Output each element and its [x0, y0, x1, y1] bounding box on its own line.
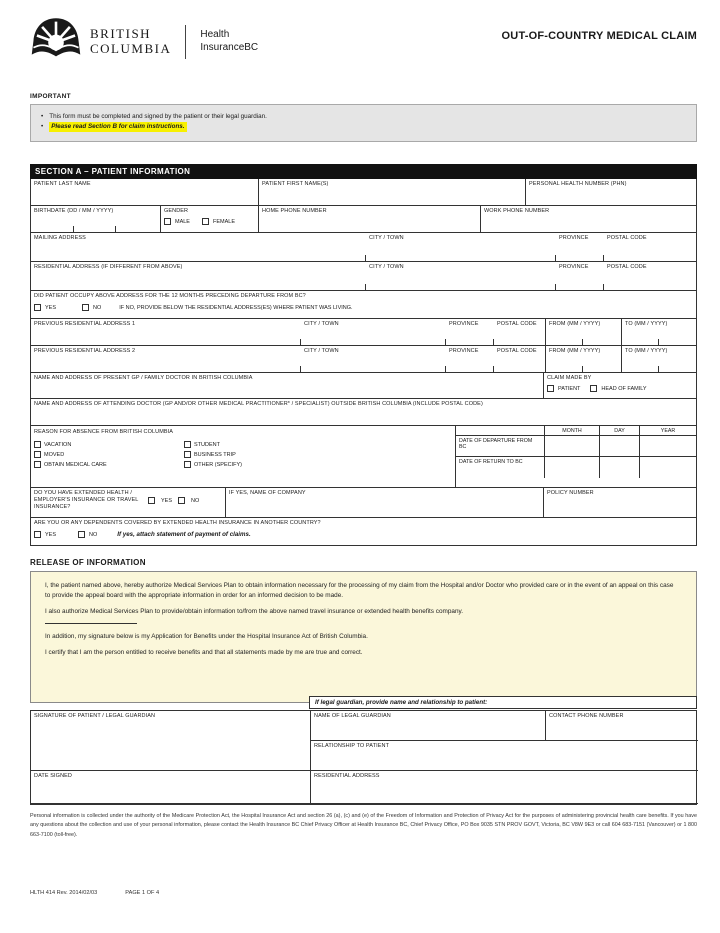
checkbox-label: BUSINESS TRIP	[194, 451, 236, 458]
section-a-header: SECTION A – PATIENT INFORMATION	[30, 164, 697, 179]
checkbox-obtain-medical-care[interactable]	[34, 461, 41, 468]
important-bullet-2	[41, 122, 686, 132]
row-other-country	[31, 518, 696, 545]
field-label: CLAIM MADE BY	[547, 375, 592, 382]
field-guardian-address[interactable]	[311, 771, 698, 804]
field-mailing-postal[interactable]	[604, 233, 696, 261]
field-prev-from-1[interactable]	[546, 319, 622, 345]
field-patient-last-name[interactable]	[31, 179, 259, 205]
checkbox-moved[interactable]	[34, 451, 41, 458]
field-label: POSTAL CODE	[607, 235, 647, 242]
field-label: WORK PHONE NUMBER	[484, 208, 550, 215]
checkbox-label: FEMALE	[212, 218, 235, 225]
field-mailing-province[interactable]	[556, 233, 604, 261]
field-reason-for-absence	[31, 426, 456, 487]
spacer-cell	[456, 426, 544, 436]
field-insurance-question	[31, 488, 226, 517]
field-label: PATIENT FIRST NAME(S)	[262, 181, 329, 188]
row-insurance	[31, 488, 696, 518]
field-label: PATIENT LAST NAME	[34, 181, 91, 188]
label-departure-date: DATE OF DEPARTURE FROM BC	[456, 436, 544, 457]
checkbox-label: PATIENT	[558, 385, 581, 392]
row-gp-doctor	[31, 373, 696, 399]
field-label: POSTAL CODE	[497, 321, 537, 328]
field-return-year[interactable]	[639, 457, 696, 478]
field-home-phone[interactable]	[259, 206, 481, 232]
checkbox-label: YES	[45, 531, 57, 538]
checkbox-occupy-yes[interactable]	[34, 304, 41, 311]
field-birthdate[interactable]	[31, 206, 161, 232]
field-label: GENDER	[164, 208, 189, 215]
signature-table	[30, 710, 697, 805]
brand-subtitle: Health InsuranceBC	[200, 29, 259, 53]
release-paragraph-2: I also authorize Medical Services Plan to provide/obtain information to/from the above named travel insurance or extended health benefits company.	[45, 607, 463, 615]
field-return-day[interactable]	[599, 457, 639, 478]
field-residential-province[interactable]	[556, 262, 604, 290]
checkbox-vacation[interactable]	[34, 441, 41, 448]
field-label: CITY / TOWN	[304, 321, 339, 328]
checkbox-other-country-yes[interactable]	[34, 531, 41, 538]
field-label: PROVINCE	[559, 264, 589, 271]
field-date-signed[interactable]	[31, 771, 311, 804]
initial-line[interactable]	[45, 623, 137, 624]
field-mailing-city[interactable]	[366, 233, 556, 261]
checkbox-label: YES	[45, 304, 57, 311]
checkbox-male[interactable]	[164, 218, 171, 225]
if-no-instruction: IF NO, PROVIDE BELOW THE RESIDENTIAL ADDRESS(ES) WHERE PATIENT WAS LIVING.	[119, 304, 353, 311]
date-separator	[658, 366, 659, 372]
date-separator	[658, 339, 659, 345]
field-policy-number[interactable]	[544, 488, 696, 517]
field-label: MAILING ADDRESS	[34, 235, 86, 242]
field-attending-doctor[interactable]	[31, 399, 696, 425]
important-box	[30, 104, 697, 142]
checkbox-claim-patient[interactable]	[547, 385, 554, 392]
checkbox-label: VACATION	[44, 441, 72, 448]
privacy-notice: Personal information is collected under the authority of the Medicare Protection Act, the Hospital Insurance Act and section 26 (a), (c) and (e) of the Freedom of Information and Protection of Privacy Act for the purposes of administering provincial health care benefits. If you have any questions about the collection and use of your personal information, please contact the Health Insurance BC Chief Privacy Officer at Health Insurance BC, Chief Privacy Office, PO Box 9035 STN PROV GOVT, Victoria, BC V8W 9E3 or call 604 683-7151 (Vancouver) or 1 800 663-7100 (toll-free).	[30, 813, 697, 838]
field-label: CITY / TOWN	[369, 264, 404, 271]
important-bullet-2-text: Please read Section B for claim instructions.	[49, 122, 186, 132]
checkbox-label: MALE	[175, 218, 190, 225]
field-prev-from-2[interactable]	[546, 346, 622, 372]
field-label: PROVINCE	[449, 348, 479, 355]
field-label: DO YOU HAVE EXTENDED HEALTH / EMPLOYER'S INSURANCE OR TRAVEL INSURANCE?	[34, 490, 139, 511]
field-return-month[interactable]	[544, 457, 599, 478]
brand-name: BRITISH COLUMBIA	[90, 25, 172, 56]
field-residential-postal[interactable]	[604, 262, 696, 290]
row-attending-doctor	[31, 399, 696, 426]
field-relationship[interactable]	[311, 741, 698, 771]
field-patient-first-name[interactable]	[259, 179, 526, 205]
checkbox-insurance-no[interactable]	[178, 497, 185, 504]
row-occupancy-question	[31, 291, 696, 319]
field-label: CONTACT PHONE NUMBER	[549, 713, 624, 720]
release-paragraph-1: I, the patient named above, hereby authorize Medical Services Plan to obtain information necessary for the processing of my claim from the Hospital and/or Doctor who provided care or in the event of an appeal on this case to provide the appeal board with the appropriate information in order for an informed decision to be made.	[45, 582, 674, 600]
field-label: BIRTHDATE (DD / MM / YYYY)	[34, 208, 114, 215]
date-separator	[582, 339, 583, 345]
checkbox-other-specify[interactable]	[184, 461, 191, 468]
field-label: POLICY NUMBER	[547, 490, 594, 497]
brand-divider	[185, 25, 186, 59]
field-label: FROM (MM / YYYY)	[549, 321, 601, 328]
row-birthdate-gender-phone	[31, 206, 696, 233]
field-label: PREVIOUS RESIDENTIAL ADDRESS 2	[34, 348, 136, 355]
field-label: ARE YOU OR ANY DEPENDENTS COVERED BY EXTENDED HEALTH INSURANCE IN ANOTHER COUNTRY?	[34, 520, 321, 527]
field-residential-address[interactable]	[31, 262, 366, 290]
field-label: TO (MM / YYYY)	[625, 321, 668, 328]
checkbox-label: HEAD OF FAMILY	[601, 385, 647, 392]
release-box	[30, 571, 697, 707]
checkbox-student[interactable]	[184, 441, 191, 448]
field-gp-doctor[interactable]	[31, 373, 544, 398]
release-heading: RELEASE OF INFORMATION	[30, 558, 146, 568]
field-label: FROM (MM / YYYY)	[549, 348, 601, 355]
attach-statement-note: If yes, attach statement of payment of claims.	[117, 531, 251, 539]
field-label: CITY / TOWN	[369, 235, 404, 242]
field-gender	[161, 206, 259, 232]
row-reason-dates	[31, 426, 696, 488]
checkbox-label: YES	[161, 497, 173, 504]
page-title: OUT-OF-COUNTRY MEDICAL CLAIM	[501, 30, 697, 42]
field-label: PROVINCE	[559, 235, 589, 242]
field-label: PROVINCE	[449, 321, 479, 328]
row-patient-name	[31, 179, 696, 206]
field-label: NAME AND ADDRESS OF PRESENT GP / FAMILY DOCTOR IN BRITISH COLUMBIA	[34, 375, 253, 382]
field-label: POSTAL CODE	[497, 348, 537, 355]
checkbox-label: STUDENT	[194, 441, 220, 448]
field-prev-province-2[interactable]	[446, 346, 494, 372]
section-a-table	[30, 179, 697, 546]
field-insurance-company[interactable]	[226, 488, 544, 517]
release-paragraph-3: In addition, my signature below is my Application for Benefits under the Hospital Insurance Act of British Columbia.	[45, 632, 368, 640]
bullet-icon: •	[41, 123, 44, 131]
field-departure-day[interactable]	[599, 436, 639, 457]
important-heading: IMPORTANT	[30, 93, 71, 100]
field-label: NAME AND ADDRESS OF ATTENDING DOCTOR (GP AND/OR OTHER MEDICAL PRACTITIONER* / SPECIALIST) OUTSIDE BRITISH COLUMBIA (INCLUDE POSTAL CODE)	[34, 401, 483, 408]
important-bullet-1	[41, 112, 686, 122]
checkbox-other-country-no[interactable]	[78, 531, 85, 538]
date-separator	[115, 226, 116, 232]
field-label: POSTAL CODE	[607, 264, 647, 271]
checkbox-label: NO	[89, 531, 98, 538]
field-occupancy	[31, 291, 696, 318]
guardian-header: If legal guardian, provide name and relationship to patient:	[309, 696, 697, 709]
field-label: PERSONAL HEALTH NUMBER (PHN)	[529, 181, 627, 188]
row-mailing-address	[31, 233, 696, 262]
checkbox-label: NO	[93, 304, 102, 311]
field-departure-year[interactable]	[639, 436, 696, 457]
field-claim-made-by	[544, 373, 696, 398]
bc-sunset-logo-icon	[30, 16, 82, 67]
field-label: DATE SIGNED	[34, 773, 72, 780]
checkbox-claim-head-of-family[interactable]	[590, 385, 597, 392]
column-header-day: DAY	[599, 426, 639, 436]
date-separator	[582, 366, 583, 372]
checkbox-label: OBTAIN MEDICAL CARE	[44, 461, 107, 468]
checkbox-business-trip[interactable]	[184, 451, 191, 458]
field-prev-to-1[interactable]	[622, 319, 696, 345]
field-prev-postal-2[interactable]	[494, 346, 546, 372]
field-prev-to-2[interactable]	[622, 346, 696, 372]
field-residential-city[interactable]	[366, 262, 556, 290]
field-work-phone[interactable]	[481, 206, 696, 232]
row-residential-address	[31, 262, 696, 291]
footer	[30, 890, 697, 896]
checkbox-insurance-yes[interactable]	[148, 497, 155, 504]
field-label: SIGNATURE OF PATIENT / LEGAL GUARDIAN	[34, 713, 156, 720]
checkbox-female[interactable]	[202, 218, 209, 225]
field-label: PREVIOUS RESIDENTIAL ADDRESS 1	[34, 321, 136, 328]
field-other-country	[31, 518, 696, 545]
important-bullet-1-text: This form must be completed and signed by the patient or their legal guardian.	[49, 113, 267, 120]
row-previous-address-1	[31, 319, 696, 346]
field-mailing-address[interactable]	[31, 233, 366, 261]
field-phn[interactable]	[526, 179, 696, 205]
header	[30, 16, 697, 67]
field-label: REASON FOR ABSENCE FROM BRITISH COLUMBIA	[34, 429, 174, 436]
release-paragraph-4: I certify that I am the person entitled to receive benefits and that all statements made by me are true and correct.	[45, 648, 363, 656]
field-prev-city-1[interactable]	[301, 319, 446, 345]
field-guardian-name[interactable]	[311, 711, 546, 741]
column-header-year: YEAR	[639, 426, 696, 436]
field-signature[interactable]	[31, 711, 311, 771]
form-number: HLTH 414 Rev. 2014/02/03	[30, 889, 98, 896]
date-separator	[73, 226, 74, 232]
field-label: RESIDENTIAL ADDRESS	[314, 773, 380, 780]
field-label: RESIDENTIAL ADDRESS (IF DIFFERENT FROM ABOVE)	[34, 264, 183, 271]
field-prev-address-2[interactable]	[31, 346, 301, 372]
field-label: CITY / TOWN	[304, 348, 339, 355]
bullet-icon: •	[41, 113, 44, 120]
label-return-date: DATE OF RETURN TO BC	[459, 459, 523, 466]
field-prev-province-1[interactable]	[446, 319, 494, 345]
field-label: HOME PHONE NUMBER	[262, 208, 327, 215]
field-departure-month[interactable]	[544, 436, 599, 457]
field-label: DID PATIENT OCCUPY ABOVE ADDRESS FOR THE 12 MONTHS PRECEDING DEPARTURE FROM BC?	[34, 293, 306, 300]
field-contact-phone[interactable]	[546, 711, 698, 741]
checkbox-label: NO	[191, 497, 200, 504]
field-label: IF YES, NAME OF COMPANY	[229, 490, 306, 497]
field-label: NAME OF LEGAL GUARDIAN	[314, 713, 391, 720]
field-label: TO (MM / YYYY)	[625, 348, 668, 355]
field-prev-city-2[interactable]	[301, 346, 446, 372]
field-label: RELATIONSHIP TO PATIENT	[314, 743, 390, 750]
bc-brand	[30, 16, 258, 67]
checkbox-label: MOVED	[44, 451, 65, 458]
page-number: PAGE 1 OF 4	[125, 889, 160, 896]
checkbox-label: OTHER (SPECIFY)	[194, 461, 242, 468]
travel-dates-table	[456, 426, 696, 487]
checkbox-occupy-no[interactable]	[82, 304, 89, 311]
row-previous-address-2	[31, 346, 696, 373]
field-prev-address-1[interactable]	[31, 319, 301, 345]
field-prev-postal-1[interactable]	[494, 319, 546, 345]
column-header-month: MONTH	[544, 426, 599, 436]
